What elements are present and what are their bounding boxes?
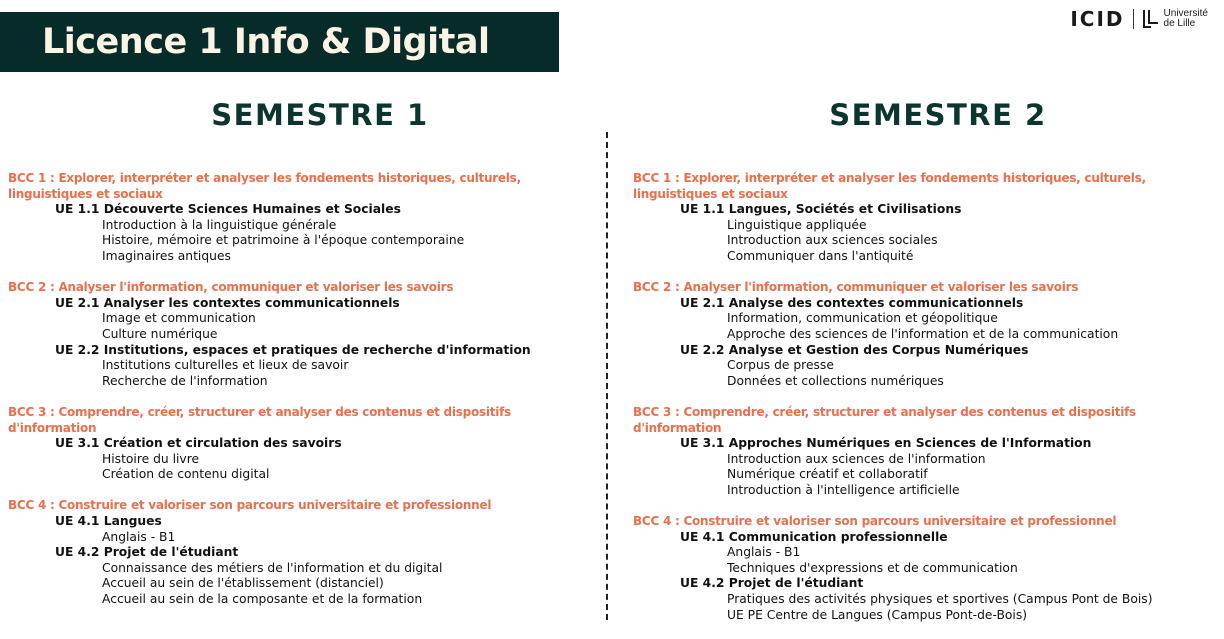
bcc-title: BCC 3 : Comprendre, créer, structurer et analyser des contenus et dispositifs d'information: [633, 404, 1136, 435]
bcc-title: BCC 1 : Explorer, interpréter et analyser les fondements historiques, culturels, linguistiques et sociaux: [633, 171, 1146, 201]
universite-lille-line2: de Lille: [1163, 18, 1196, 29]
ue-title: UE 4.2 Projet de l'étudiant: [680, 576, 864, 591]
bcc-block: [8, 280, 600, 389]
bcc-title: BCC 4 : Construire et valoriser son parcours universitaire et professionnel: [633, 514, 1117, 529]
ue-title: UE 1.1 Langues, Sociétés et Civilisations: [680, 202, 962, 217]
icid-logo: ICID: [1070, 7, 1125, 31]
universite-lille-icon: [1142, 9, 1160, 29]
title-banner: [0, 12, 559, 72]
course-item: Connaissance des métiers de l'information et du digital: [102, 560, 443, 575]
ue-title: UE 4.1 Communication professionnelle: [680, 529, 948, 544]
course-item: Numérique créatif et collaboratif: [727, 467, 928, 482]
course-item: UE PE Centre de Langues (Campus Pont-de-Bois): [727, 607, 1028, 622]
course-item: Introduction aux sciences de l'information: [727, 451, 986, 466]
course-item: Linguistique appliquée: [727, 217, 867, 232]
ue-title: UE 2.2 Institutions, espaces et pratiques de recherche d'information: [55, 342, 531, 357]
course-item: Anglais - B1: [102, 529, 176, 544]
universite-lille-line1: Université: [1163, 8, 1208, 19]
course-item: Techniques d'expressions et de communication: [727, 560, 1018, 575]
course-item: Introduction aux sciences sociales: [727, 233, 938, 248]
universite-lille-logo: [1142, 9, 1208, 29]
bcc-block: [633, 514, 1224, 623]
ue-title: UE 2.1 Analyser les contextes communicationnels: [55, 295, 400, 310]
course-item: Communiquer dans l'antiquité: [727, 248, 914, 263]
bcc-block: [8, 171, 600, 265]
ue-title: UE 2.2 Analyse et Gestion des Corpus Numériques: [680, 342, 1029, 357]
course-item: Imaginaires antiques: [102, 248, 231, 263]
ue-title: UE 4.2 Projet de l'étudiant: [55, 545, 239, 560]
course-item: Histoire, mémoire et patrimoine à l'époque contemporaine: [102, 233, 465, 248]
header-logos: [1070, 8, 1208, 30]
course-item: Recherche de l'information: [102, 373, 268, 388]
universite-lille-text: [1164, 9, 1208, 29]
course-item: Image et communication: [102, 311, 256, 326]
bcc-title: BCC 3 : Comprendre, créer, structurer et analyser des contenus et dispositifs d'information: [8, 404, 511, 435]
course-item: Accueil au sein de l'établissement (distanciel): [102, 576, 384, 591]
bcc-block: [633, 280, 1224, 389]
course-item: Information, communication et géopolitique: [727, 311, 998, 326]
ue-title: UE 3.1 Approches Numériques en Sciences de l'Information: [680, 436, 1092, 451]
semester-2-title: SEMESTRE 2: [829, 98, 1047, 132]
page-title: Licence 1 Info & Digital: [42, 22, 490, 62]
course-item: Corpus de presse: [727, 358, 834, 373]
bcc-block: [633, 405, 1224, 499]
semester-1-column: [8, 171, 600, 623]
course-item: Culture numérique: [102, 326, 218, 341]
course-item: Institutions culturelles et lieux de savoir: [102, 358, 349, 373]
course-item: Données et collections numériques: [727, 373, 944, 388]
course-item: Pratiques des activités physiques et sportives (Campus Pont de Bois): [727, 592, 1153, 607]
column-divider: [606, 132, 608, 620]
semester-1-title: SEMESTRE 1: [211, 98, 429, 132]
ue-title: UE 2.1 Analyse des contextes communicationnels: [680, 295, 1024, 310]
course-item: Approche des sciences de l'information et de la communication: [727, 326, 1119, 341]
ue-title: UE 1.1 Découverte Sciences Humaines et Sociales: [55, 202, 401, 217]
bcc-title: BCC 4 : Construire et valoriser son parcours universitaire et professionnel: [8, 498, 492, 513]
bcc-block: [633, 171, 1224, 265]
bcc-block: [8, 405, 600, 483]
ue-title: UE 4.1 Langues: [55, 514, 162, 529]
bcc-block: [8, 498, 600, 607]
bcc-title: BCC 2 : Analyser l'information, communiquer et valoriser les savoirs: [8, 280, 454, 295]
semester-2-column: [633, 171, 1224, 639]
logo-separator: [1133, 9, 1134, 29]
course-item: Introduction à l'intelligence artificielle: [727, 482, 960, 497]
course-item: Accueil au sein de la composante et de la formation: [102, 592, 423, 607]
bcc-title: BCC 2 : Analyser l'information, communiquer et valoriser les savoirs: [633, 280, 1079, 295]
course-item: Histoire du livre: [102, 451, 200, 466]
bcc-title: BCC 1 : Explorer, interpréter et analyser les fondements historiques, culturels, linguistiques et sociaux: [8, 171, 521, 201]
course-item: Introduction à la linguistique générale: [102, 217, 337, 232]
course-item: Création de contenu digital: [102, 467, 270, 482]
ue-title: UE 3.1 Création et circulation des savoirs: [55, 436, 342, 451]
course-item: Anglais - B1: [727, 545, 801, 560]
